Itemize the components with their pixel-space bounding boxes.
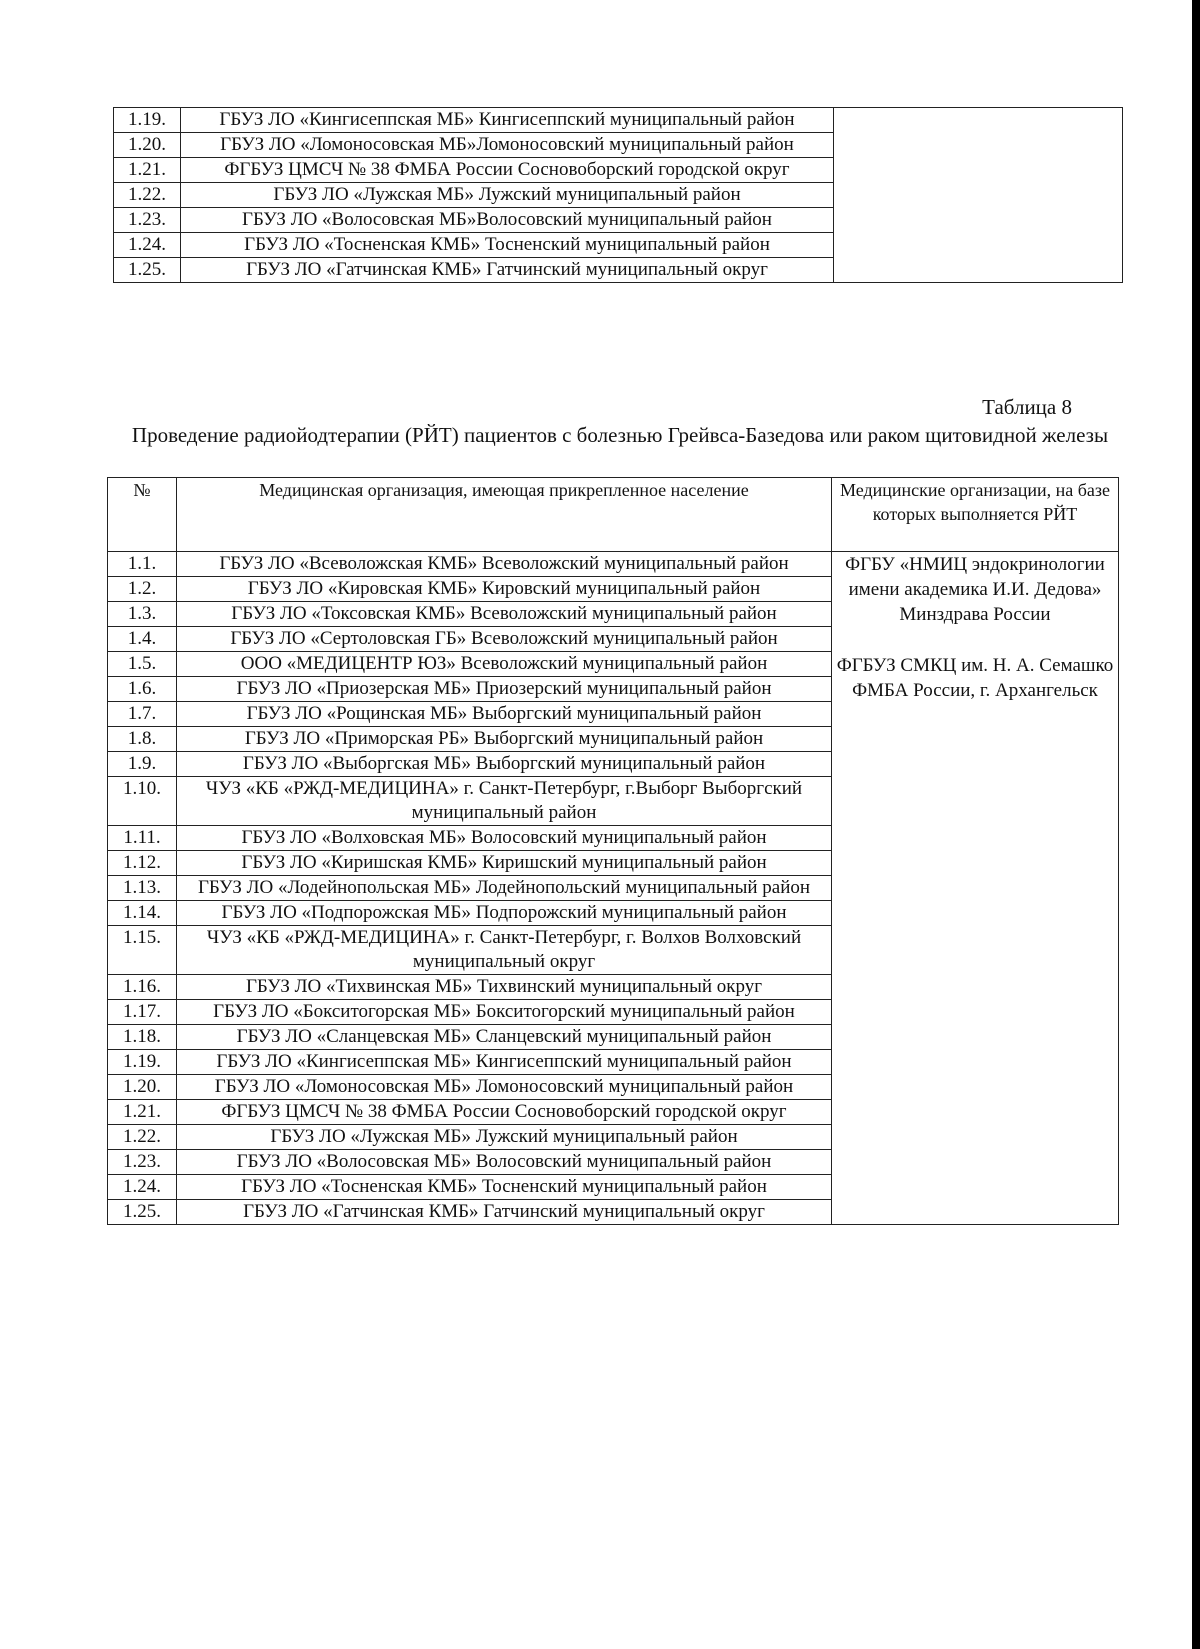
row-number: 1.14. <box>108 901 177 926</box>
row-number: 1.3. <box>108 602 177 627</box>
organization-name: ГБУЗ ЛО «Рощинская МБ» Выборгский муниципальный район <box>177 702 832 727</box>
row-number: 1.16. <box>108 975 177 1000</box>
row-number: 1.18. <box>108 1025 177 1050</box>
organization-name: ЧУЗ «КБ «РЖД-МЕДИЦИНА» г. Санкт-Петербург, г. Волхов Волховский муниципальный округ <box>177 926 832 975</box>
row-number: 1.2. <box>108 577 177 602</box>
organization-name: ГБУЗ ЛО «Лужская МБ» Лужский муниципальный район <box>181 183 834 208</box>
row-number: 1.20. <box>114 133 181 158</box>
organization-name: ГБУЗ ЛО «Гатчинская КМБ» Гатчинский муниципальный округ <box>181 258 834 283</box>
rit-centers-cell <box>832 552 1119 1225</box>
row-number: 1.11. <box>108 826 177 851</box>
organization-name: ФГБУЗ ЦМСЧ № 38 ФМБА России Сосновоборский городской округ <box>177 1100 832 1125</box>
row-number: 1.5. <box>108 652 177 677</box>
organization-name: ГБУЗ ЛО «Кингисеппская МБ» Кингисеппский муниципальный район <box>177 1050 832 1075</box>
row-number: 1.22. <box>108 1125 177 1150</box>
row-number: 1.21. <box>108 1100 177 1125</box>
row-number: 1.19. <box>114 108 181 133</box>
row-number: 1.24. <box>108 1175 177 1200</box>
table-row <box>108 552 1119 577</box>
organization-name: ГБУЗ ЛО «Волосовская МБ» Волосовский муниципальный район <box>177 1150 832 1175</box>
row-number: 1.8. <box>108 727 177 752</box>
row-number: 1.17. <box>108 1000 177 1025</box>
organization-name: ГБУЗ ЛО «Токсовская КМБ» Всеволожский муниципальный район <box>177 602 832 627</box>
row-number: 1.9. <box>108 752 177 777</box>
table-header-row <box>108 478 1119 552</box>
row-number: 1.24. <box>114 233 181 258</box>
organization-name: ГБУЗ ЛО «Волховская МБ» Волосовский муниципальный район <box>177 826 832 851</box>
row-number: 1.6. <box>108 677 177 702</box>
row-number: 1.21. <box>114 158 181 183</box>
row-number: 1.15. <box>108 926 177 975</box>
row-number: 1.25. <box>108 1200 177 1225</box>
row-number: 1.4. <box>108 627 177 652</box>
row-number: 1.23. <box>108 1150 177 1175</box>
table-number: Таблица 8 <box>982 395 1072 419</box>
organization-name: ГБУЗ ЛО «Лужская МБ» Лужский муниципальный район <box>177 1125 832 1150</box>
organization-name: ГБУЗ ЛО «Приморская РБ» Выборгский муниципальный район <box>177 727 832 752</box>
organization-name: ГБУЗ ЛО «Кировская КМБ» Кировский муниципальный район <box>177 577 832 602</box>
organization-name: ГБУЗ ЛО «Волосовская МБ»Волосовский муниципальный район <box>181 208 834 233</box>
row-number: 1.13. <box>108 876 177 901</box>
organization-name: ГБУЗ ЛО «Бокситогорская МБ» Бокситогорский муниципальный район <box>177 1000 832 1025</box>
organization-name: ГБУЗ ЛО «Приозерская МБ» Приозерский муниципальный район <box>177 677 832 702</box>
organization-name: ГБУЗ ЛО «Лодейнопольская МБ» Лодейнопольский муниципальный район <box>177 876 832 901</box>
row-number: 1.20. <box>108 1075 177 1100</box>
row-number: 1.22. <box>114 183 181 208</box>
organization-name: ГБУЗ ЛО «Выборгская МБ» Выборгский муниципальный район <box>177 752 832 777</box>
header-number: № <box>108 478 177 552</box>
organization-name: ГБУЗ ЛО «Сертоловская ГБ» Всеволожский муниципальный район <box>177 627 832 652</box>
continued-table-body <box>114 108 1123 283</box>
organization-name: ГБУЗ ЛО «Сланцевская МБ» Сланцевский муниципальный район <box>177 1025 832 1050</box>
organization-name: ГБУЗ ЛО «Ломоносовская МБ» Ломоносовский муниципальный район <box>177 1075 832 1100</box>
rit-center-cell <box>834 108 1123 283</box>
organization-name: ГБУЗ ЛО «Кингисеппская МБ» Кингисеппский муниципальный район <box>181 108 834 133</box>
organization-name: ГБУЗ ЛО «Киришская КМБ» Киришский муниципальный район <box>177 851 832 876</box>
organization-name: ФГБУЗ ЦМСЧ № 38 ФМБА России Сосновоборский городской округ <box>181 158 834 183</box>
rit-center-primary: ФГБУ «НМИЦ эндокринологии имени академика И.И. Дедова» Минздрава России <box>845 554 1105 625</box>
organization-name: ГБУЗ ЛО «Тосненская КМБ» Тосненский муниципальный район <box>177 1175 832 1200</box>
continued-table <box>113 107 1123 283</box>
row-number: 1.25. <box>114 258 181 283</box>
rit-center-secondary: ФГБУЗ СМКЦ им. Н. А. Семашко ФМБА России, г. Архангельск <box>836 655 1114 701</box>
organization-name: ЧУЗ «КБ «РЖД-МЕДИЦИНА» г. Санкт-Петербург, г.Выборг Выборгский муниципальный район <box>177 777 832 826</box>
row-number: 1.23. <box>114 208 181 233</box>
organization-name: ГБУЗ ЛО «Ломоносовская МБ»Ломоносовский муниципальный район <box>181 133 834 158</box>
table-row <box>114 108 1123 133</box>
table-title: Проведение радиойодтерапии (РЙТ) пациентов с болезнью Грейвса-Базедова или раком щитовидной железы <box>131 423 1109 447</box>
table-8 <box>107 477 1119 1225</box>
organization-name: ГБУЗ ЛО «Тосненская КМБ» Тосненский муниципальный район <box>181 233 834 258</box>
header-rit-centers: Медицинские организации, на базе которых выполняется РЙТ <box>832 478 1119 552</box>
header-organization: Медицинская организация, имеющая прикрепленное население <box>177 478 832 552</box>
organization-name: ГБУЗ ЛО «Подпорожская МБ» Подпорожский муниципальный район <box>177 901 832 926</box>
organization-name: ООО «МЕДИЦЕНТР ЮЗ» Всеволожский муниципальный район <box>177 652 832 677</box>
organization-name: ГБУЗ ЛО «Тихвинская МБ» Тихвинский муниципальный округ <box>177 975 832 1000</box>
row-number: 1.1. <box>108 552 177 577</box>
row-number: 1.19. <box>108 1050 177 1075</box>
row-number: 1.7. <box>108 702 177 727</box>
table-8-body <box>108 552 1119 1225</box>
scan-edge <box>1192 0 1200 1649</box>
row-number: 1.10. <box>108 777 177 826</box>
organization-name: ГБУЗ ЛО «Гатчинская КМБ» Гатчинский муниципальный округ <box>177 1200 832 1225</box>
row-number: 1.12. <box>108 851 177 876</box>
organization-name: ГБУЗ ЛО «Всеволожская КМБ» Всеволожский муниципальный район <box>177 552 832 577</box>
